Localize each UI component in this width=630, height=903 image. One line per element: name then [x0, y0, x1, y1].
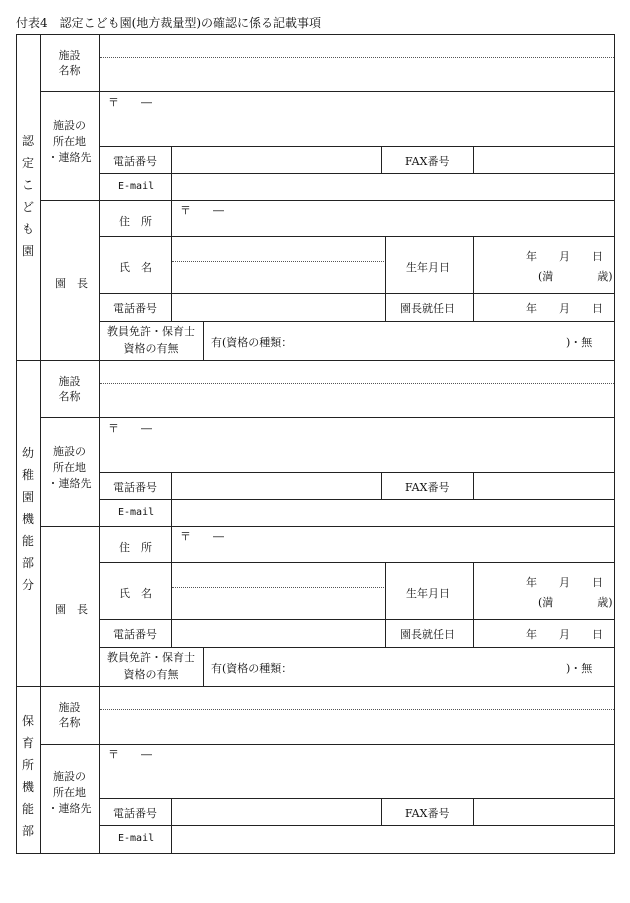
postal-mark-3[interactable]: 〒 ― — [108, 748, 152, 761]
age-value-2[interactable]: (満 歳) — [538, 596, 613, 609]
label-line: ・連絡先 — [47, 477, 92, 490]
fax-label-2: FAX番号 — [405, 481, 450, 494]
director-furigana-line-2 — [172, 587, 384, 588]
label-line: 施設 — [58, 49, 81, 62]
director-name-label-2: 氏 名 — [119, 587, 152, 600]
email-label-2: E-mail — [118, 507, 155, 518]
appointment-label: 園長就任日 — [400, 302, 455, 315]
license-yes[interactable]: 有(資格の種類： — [211, 336, 293, 349]
license-no[interactable]: )・無 — [566, 336, 593, 349]
label-line: 名称 — [58, 716, 81, 729]
facility-furigana-line — [100, 57, 614, 58]
fax-label: FAX番号 — [405, 155, 450, 168]
section-hoikusho — [16, 686, 615, 854]
director-tel-label: 電話番号 — [113, 302, 157, 315]
license-yes-2[interactable]: 有(資格の種類： — [211, 662, 293, 675]
facility-name-label — [40, 48, 99, 78]
age-value[interactable]: (満 歳) — [538, 270, 613, 283]
label-line: 施設の — [53, 770, 86, 783]
yochien-text: 幼 稚 園 機 能 部 分 — [21, 446, 34, 592]
label-line: ・連絡先 — [47, 151, 92, 164]
hoikusho-text: 保 育 所 機 能 部 — [21, 714, 34, 838]
appointment-label-2: 園長就任日 — [400, 628, 455, 641]
label-line: 教員免許・保育士 — [107, 325, 195, 338]
label-line: 施設の — [53, 119, 86, 132]
tel-label-3: 電話番号 — [113, 807, 157, 820]
director-tel-label-2: 電話番号 — [113, 628, 157, 641]
address-label — [40, 118, 99, 166]
postal-mark[interactable]: 〒 ― — [108, 96, 152, 109]
birth-label-2: 生年月日 — [406, 587, 450, 600]
section-label-yochien — [20, 442, 36, 596]
birth-value[interactable]: 年 月 日 — [526, 250, 603, 263]
label-line: 施設の — [53, 445, 86, 458]
director-name-label: 氏 名 — [119, 261, 152, 274]
appointment-value[interactable]: 年 月 日 — [526, 302, 603, 315]
license-label — [99, 323, 203, 357]
license-no-2[interactable]: )・無 — [566, 662, 593, 675]
label-line: 教員免許・保育士 — [107, 651, 195, 664]
postal-mark-2[interactable]: 〒 ― — [108, 422, 152, 435]
label-line: 所在地 — [53, 461, 86, 474]
tel-label: 電話番号 — [113, 155, 157, 168]
tel-label-2: 電話番号 — [113, 481, 157, 494]
director-label: 園 長 — [55, 277, 88, 290]
director-furigana-line — [172, 261, 384, 262]
label-line: 施設 — [58, 701, 81, 714]
label-line: 名称 — [58, 64, 81, 77]
label-line: ・連絡先 — [47, 802, 92, 815]
director-address-label-2: 住 所 — [119, 541, 152, 554]
director-label-2: 園 長 — [55, 603, 88, 616]
facility-furigana-line-2 — [100, 383, 614, 384]
facility-name-label-2 — [40, 374, 99, 404]
facility-name-label-3 — [40, 700, 99, 730]
director-postal-mark[interactable]: 〒 ― — [180, 204, 224, 217]
label-line: 所在地 — [53, 135, 86, 148]
section-label-kodomoen — [20, 130, 36, 262]
label-line: 所在地 — [53, 786, 86, 799]
birth-label: 生年月日 — [406, 261, 450, 274]
license-label-2 — [99, 649, 203, 683]
facility-furigana-line-3 — [100, 709, 614, 710]
label-line: 施設 — [58, 375, 81, 388]
address-label-3 — [40, 769, 99, 817]
fax-label-3: FAX番号 — [405, 807, 450, 820]
form-title: 付表4 認定こども園(地方裁量型)の確認に係る記載事項 — [16, 16, 322, 30]
address-label-2 — [40, 444, 99, 492]
email-label-3: E-mail — [118, 833, 155, 844]
email-label: E-mail — [118, 181, 155, 192]
label-line: 資格の有無 — [123, 342, 179, 355]
director-address-label: 住 所 — [119, 215, 152, 228]
director-postal-mark-2[interactable]: 〒 ― — [180, 530, 224, 543]
appointment-value-2[interactable]: 年 月 日 — [526, 628, 603, 641]
section-label-hoikusho — [20, 710, 36, 842]
birth-value-2[interactable]: 年 月 日 — [526, 576, 603, 589]
kodomoen-text: 認 定 こ ど も 園 — [21, 134, 34, 258]
label-line: 名称 — [58, 390, 81, 403]
label-line: 資格の有無 — [123, 668, 179, 681]
